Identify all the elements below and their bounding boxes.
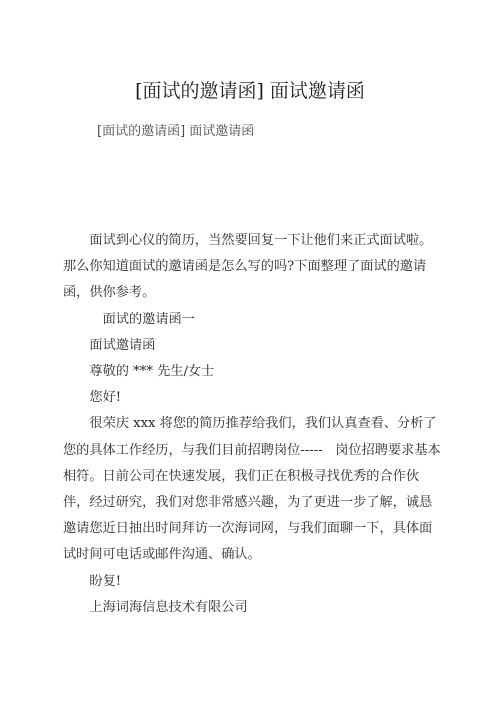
salutation: 尊敬的 *** 先生/女士: [89, 364, 215, 380]
signature: 上海词海信息技术有限公司: [89, 599, 248, 615]
greeting: 您好!: [89, 390, 122, 406]
document-body: [63, 228, 441, 621]
document-subtitle: [面试的邀请函] 面试邀请函: [97, 124, 255, 139]
main-paragraph: 很荣庆 xxx 将您的简历推荐给我们，我们认真查看、分析了您的具体工作经历，与我们目前招聘岗位----- 岗位招聘要求基本相符。日前公司在快速发展，我们正在积极寻找优秀的合作伙伴，经过研究，我们对您非常感兴趣，为了更进一步了解，诚恳邀请您近日抽出时间拜访一次海词网，与我们面聊一下，具体面试时间可电话或邮件沟通、确认。: [63, 416, 441, 563]
letter-title: 面试邀请函: [89, 337, 156, 353]
section-heading: 面试的邀请函一: [102, 311, 195, 327]
document-title: [面试的邀请函] 面试邀请函: [135, 80, 365, 102]
closing: 盼复!: [89, 573, 122, 589]
intro-paragraph: 面试到心仪的简历，当然要回复一下让他们来正式面试啦。那么你知道面试的邀请函是怎么写的吗?下面整理了面试的邀请函，供你参考。: [63, 233, 433, 301]
